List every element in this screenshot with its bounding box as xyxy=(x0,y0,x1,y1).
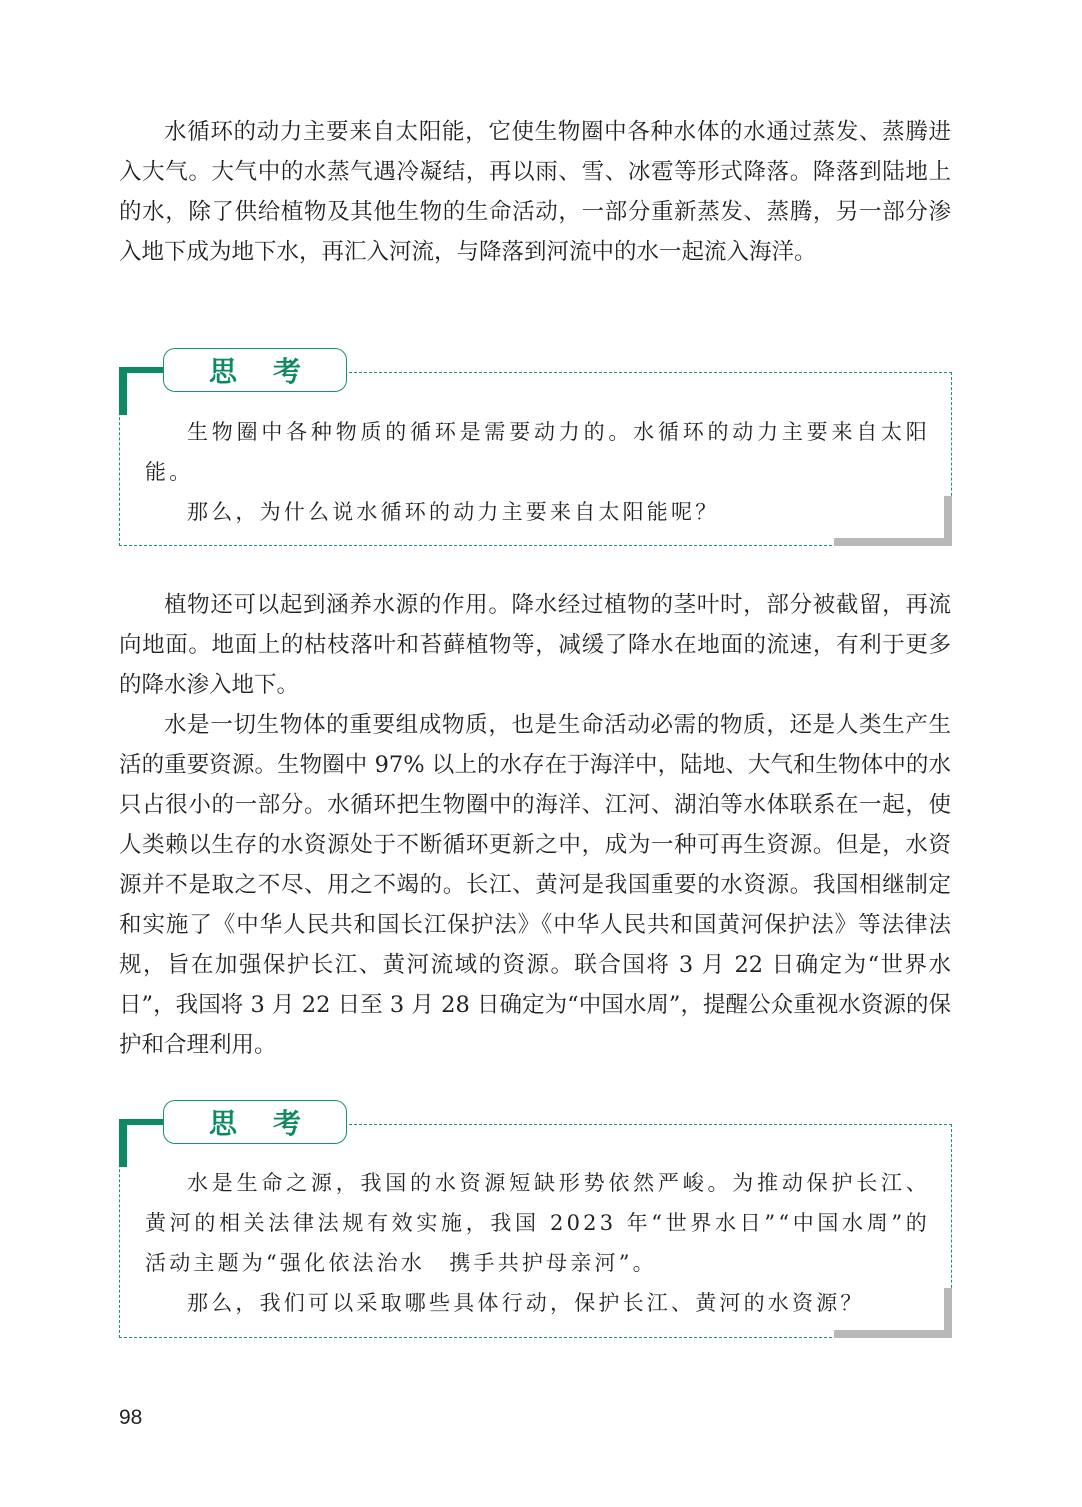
body-paragraph-plants: 植物还可以起到涵养水源的作用。降水经过植物的茎叶时，部分被截留，再流向地面。地面上的枯枝落叶和苔藓植物等，减缓了降水在地面的流速，有利于更多的降水渗入地下。 xyxy=(119,592,951,698)
think-box-content xyxy=(145,412,930,532)
think-box-title-tag xyxy=(163,348,347,392)
think-box-corner-accent xyxy=(119,1119,163,1167)
think-box-question: 那么，为什么说水循环的动力主要来自太阳能呢？ xyxy=(187,500,720,524)
think-box-title: 思考 xyxy=(208,1107,337,1140)
think-box-corner-accent xyxy=(119,367,163,415)
body-paragraph-water-resources: 水是一切生物体的重要组成物质，也是生命活动必需的物质，还是人类生产生活的重要资源。生物圈中 97% 以上的水存在于海洋中，陆地、大气和生物体中的水只占很小的一部分。水循环把生物圈中的海洋、江河、湖泊等水体联系在一起，使人类赖以生存的水资源处于不断循环更新之中，成为一种可再生资源。但是，水资源并不是取之不尽、用之不竭的。长江、黄河是我国重要的水资源。我国相继制定和实施了《中华人民共和国长江保护法》《中华人民共和国黄河保护法》等法律法规，旨在加强保护长江、黄河流域的资源。联合国将 3 月 22 日确定为“世界水日”，我国将 3 月 22 日至 3 月 28 日确定为“中国水周”，提醒公众重视水资源的保护和合理利用。 xyxy=(119,712,951,1058)
think-box-title: 思考 xyxy=(208,355,337,388)
think-box-line: 水是生命之源，我国的水资源短缺形势依然严峻。为推动保护长江、黄河的相关法律法规有效实施，我国 2023 年“世界水日”“中国水周”的活动主题为“强化依法治水 携手共护母亲河”。 xyxy=(145,1171,930,1275)
body-paragraph-water-cycle: 水循环的动力主要来自太阳能，它使生物圈中各种水体的水通过蒸发、蒸腾进入大气。大气中的水蒸气遇冷凝结，再以雨、雪、冰雹等形式降落。降落到陆地上的水，除了供给植物及其他生物的生命活动，一部分重新蒸发、蒸腾，另一部分渗入地下成为地下水，再汇入河流，与降落到河流中的水一起流入海洋。 xyxy=(119,119,951,265)
think-box-line: 生物圈中各种物质的循环是需要动力的。水循环的动力主要来自太阳能。 xyxy=(145,420,930,484)
think-box-1 xyxy=(119,348,952,546)
page-number: 98 xyxy=(119,1406,143,1429)
think-box-title-tag xyxy=(163,1100,347,1144)
think-box-question: 那么，我们可以采取哪些具体行动，保护长江、黄河的水资源？ xyxy=(187,1291,865,1315)
think-box-content xyxy=(145,1163,930,1323)
think-box-2 xyxy=(119,1100,952,1338)
